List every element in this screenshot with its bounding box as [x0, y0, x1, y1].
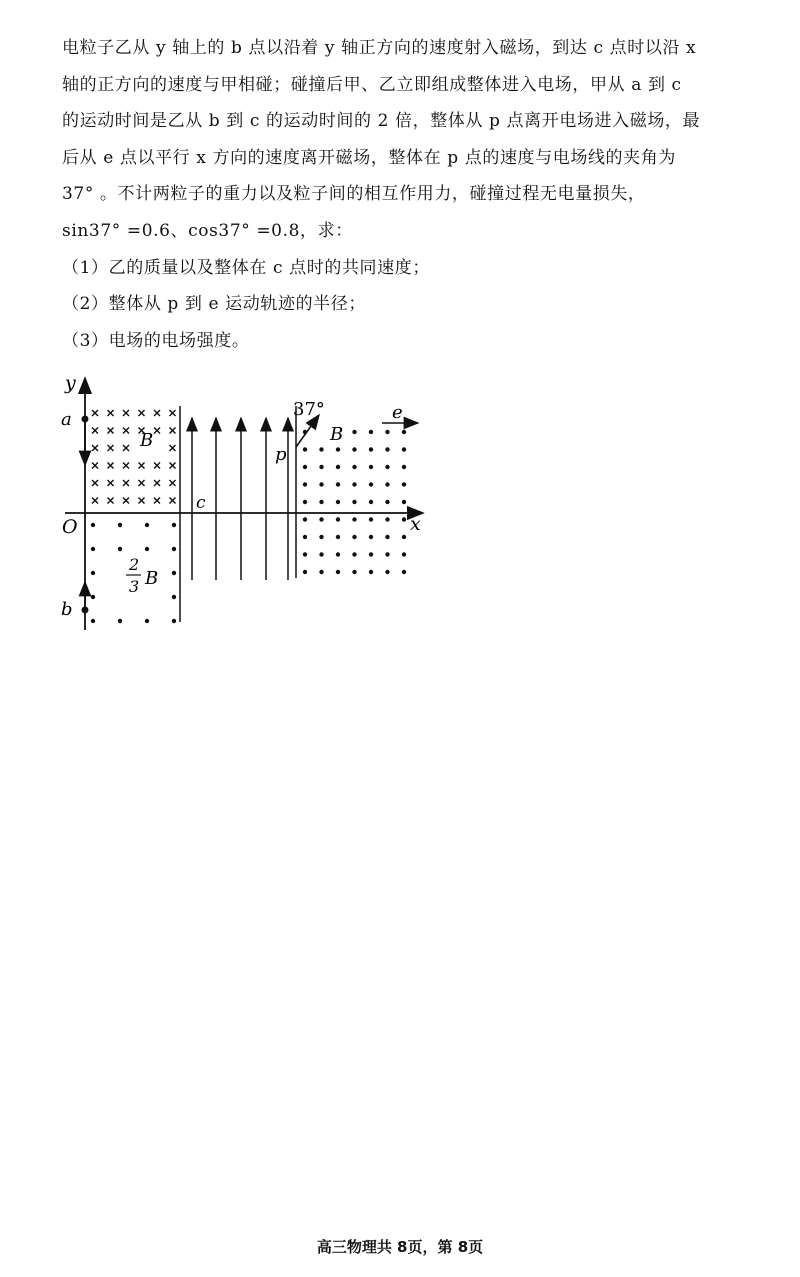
- field-dot-mark: [385, 500, 389, 504]
- field-cross-mark: [108, 445, 114, 451]
- field-cross-mark: [154, 498, 160, 504]
- field-dot-mark: [402, 552, 406, 556]
- problem-line-2: 轴的正方向的速度与甲相碰；碰撞后甲、乙立即组成整体进入电场，甲从 a 到 c: [62, 74, 682, 95]
- field-dot-mark: [352, 430, 356, 434]
- x-axis-label: x: [410, 513, 421, 535]
- field-dot-mark: [118, 619, 122, 623]
- problem-line-4: 后从 e 点以平行 x 方向的速度离开磁场，整体在 p 点的速度与电场线的夹角为: [62, 147, 676, 168]
- fraction-B: B: [145, 568, 159, 589]
- field-dot-mark: [402, 430, 406, 434]
- field-dot-mark: [402, 482, 406, 486]
- field-dot-mark: [402, 465, 406, 469]
- field-dot-mark: [369, 465, 373, 469]
- field-cross-mark: [123, 410, 129, 416]
- problem-line-5: 37° 。不计两粒子的重力以及粒子间的相互作用力，碰撞过程无电量损失，: [62, 184, 646, 205]
- field-dot-mark: [336, 465, 340, 469]
- problem-text: [62, 30, 772, 359]
- field-dot-mark: [352, 570, 356, 574]
- field-dot-mark: [369, 517, 373, 521]
- field-cross-mark: [92, 480, 98, 486]
- field-dot-mark: [385, 447, 389, 451]
- field-cross-mark: [123, 463, 129, 469]
- field-dot-mark: [369, 447, 373, 451]
- field-dot-mark: [172, 619, 176, 623]
- field-cross-mark: [170, 410, 176, 416]
- field-dot-mark: [369, 482, 373, 486]
- fraction-numerator: 2: [129, 555, 140, 574]
- field-dot-mark: [145, 619, 149, 623]
- field-cross-mark: [108, 463, 114, 469]
- point-a-label: a: [61, 409, 72, 430]
- field-dot-mark: [303, 535, 307, 539]
- origin-label: O: [62, 516, 78, 538]
- field-cross-mark: [139, 480, 145, 486]
- field-cross-mark: [170, 428, 176, 434]
- field-dot-mark: [352, 447, 356, 451]
- field-dot-mark: [352, 500, 356, 504]
- field-dot-mark: [172, 547, 176, 551]
- field-dot-mark: [385, 465, 389, 469]
- field-cross-mark: [108, 410, 114, 416]
- field-cross-mark: [170, 480, 176, 486]
- field-dot-mark: [91, 547, 95, 551]
- field-dot-mark: [385, 482, 389, 486]
- fraction-denominator: 3: [129, 577, 140, 596]
- problem-line-6: sin37° =0.6、cos37° =0.8，求：: [62, 220, 353, 241]
- field-dot-mark: [319, 535, 323, 539]
- field-cross-mark: [139, 410, 145, 416]
- question-3: （3）电场的电场强度。: [62, 330, 250, 351]
- field-dot-mark: [336, 482, 340, 486]
- field-B-right-label: B: [330, 424, 344, 445]
- field-dot-mark: [145, 547, 149, 551]
- point-c-label: c: [196, 493, 206, 513]
- field-dot-mark: [172, 595, 176, 599]
- field-dot-mark: [319, 482, 323, 486]
- field-dot-mark: [336, 447, 340, 451]
- field-dot-mark: [385, 552, 389, 556]
- field-dot-mark: [369, 500, 373, 504]
- field-dot-mark: [369, 552, 373, 556]
- field-dot-mark: [303, 447, 307, 451]
- field-dot-mark: [336, 517, 340, 521]
- dot-field-right: [303, 430, 406, 574]
- field-cross-mark: [154, 428, 160, 434]
- field-dot-mark: [336, 500, 340, 504]
- field-dot-mark: [336, 535, 340, 539]
- field-dot-mark: [91, 571, 95, 575]
- field-dot-mark: [319, 447, 323, 451]
- field-dot-mark: [336, 552, 340, 556]
- cross-field-region: [92, 410, 176, 504]
- field-dot-mark: [172, 571, 176, 575]
- field-cross-mark: [123, 480, 129, 486]
- field-dot-mark: [352, 482, 356, 486]
- field-dot-mark: [402, 517, 406, 521]
- field-dot-mark: [303, 482, 307, 486]
- field-cross-mark: [139, 463, 145, 469]
- field-dot-mark: [352, 517, 356, 521]
- field-dot-mark: [369, 570, 373, 574]
- point-e-label: e: [392, 402, 403, 423]
- field-cross-mark: [123, 498, 129, 504]
- field-cross-mark: [154, 410, 160, 416]
- field-dot-mark: [319, 570, 323, 574]
- field-dot-mark: [303, 552, 307, 556]
- point-b-label: b: [61, 599, 73, 620]
- field-dot-mark: [319, 552, 323, 556]
- question-1: （1）乙的质量以及整体在 c 点时的共同速度；: [62, 257, 430, 278]
- field-dot-mark: [303, 517, 307, 521]
- field-cross-mark: [92, 410, 98, 416]
- field-cross-mark: [108, 428, 114, 434]
- field-cross-mark: [108, 480, 114, 486]
- field-dot-mark: [91, 595, 95, 599]
- field-cross-mark: [92, 445, 98, 451]
- field-dot-mark: [336, 570, 340, 574]
- problem-line-3: 的运动时间是乙从 b 到 c 的运动时间的 2 倍，整体从 p 点离开电场进入磁场，最: [62, 111, 701, 132]
- field-cross-mark: [92, 498, 98, 504]
- field-cross-mark: [154, 463, 160, 469]
- field-B-left-label: B: [140, 430, 154, 451]
- question-2: （2）整体从 p 到 e 运动轨迹的半径；: [62, 294, 366, 315]
- field-dot-mark: [402, 535, 406, 539]
- field-dot-mark: [118, 547, 122, 551]
- field-cross-mark: [92, 463, 98, 469]
- field-cross-mark: [123, 428, 129, 434]
- field-cross-mark: [170, 498, 176, 504]
- field-cross-mark: [139, 498, 145, 504]
- field-cross-mark: [92, 428, 98, 434]
- field-dot-mark: [385, 517, 389, 521]
- fraction-field-label: [126, 555, 158, 596]
- point-p-label: p: [275, 444, 287, 465]
- field-dot-mark: [385, 570, 389, 574]
- field-dot-mark: [91, 619, 95, 623]
- field-dot-mark: [385, 535, 389, 539]
- angle-label: 37°: [293, 399, 325, 420]
- field-cross-mark: [154, 480, 160, 486]
- field-dot-mark: [369, 535, 373, 539]
- field-dot-mark: [172, 523, 176, 527]
- field-dot-mark: [303, 570, 307, 574]
- field-dot-mark: [303, 465, 307, 469]
- field-dot-mark: [319, 517, 323, 521]
- field-dot-mark: [145, 523, 149, 527]
- field-dot-mark: [319, 500, 323, 504]
- field-dot-mark: [402, 447, 406, 451]
- field-dot-mark: [369, 430, 373, 434]
- field-dot-mark: [319, 465, 323, 469]
- field-dot-mark: [402, 570, 406, 574]
- field-dot-mark: [118, 523, 122, 527]
- field-dot-mark: [402, 500, 406, 504]
- field-dot-mark: [352, 535, 356, 539]
- field-dot-mark: [91, 523, 95, 527]
- field-cross-mark: [123, 445, 129, 451]
- problem-line-1: 电粒子乙从 y 轴上的 b 点以沿着 y 轴正方向的速度射入磁场，到达 c 点时以沿 x: [62, 38, 697, 58]
- point-a-marker: [82, 416, 89, 423]
- field-diagram: [55, 370, 435, 640]
- field-dot-mark: [352, 552, 356, 556]
- field-cross-mark: [108, 498, 114, 504]
- field-dot-mark: [385, 430, 389, 434]
- point-b-marker: [82, 607, 89, 614]
- field-dot-mark: [352, 465, 356, 469]
- field-cross-mark: [170, 445, 176, 451]
- field-cross-mark: [170, 463, 176, 469]
- field-dot-mark: [303, 500, 307, 504]
- page-footer: 高三物理共 8页，第 8页: [316, 1238, 484, 1256]
- y-axis-label: y: [65, 372, 76, 394]
